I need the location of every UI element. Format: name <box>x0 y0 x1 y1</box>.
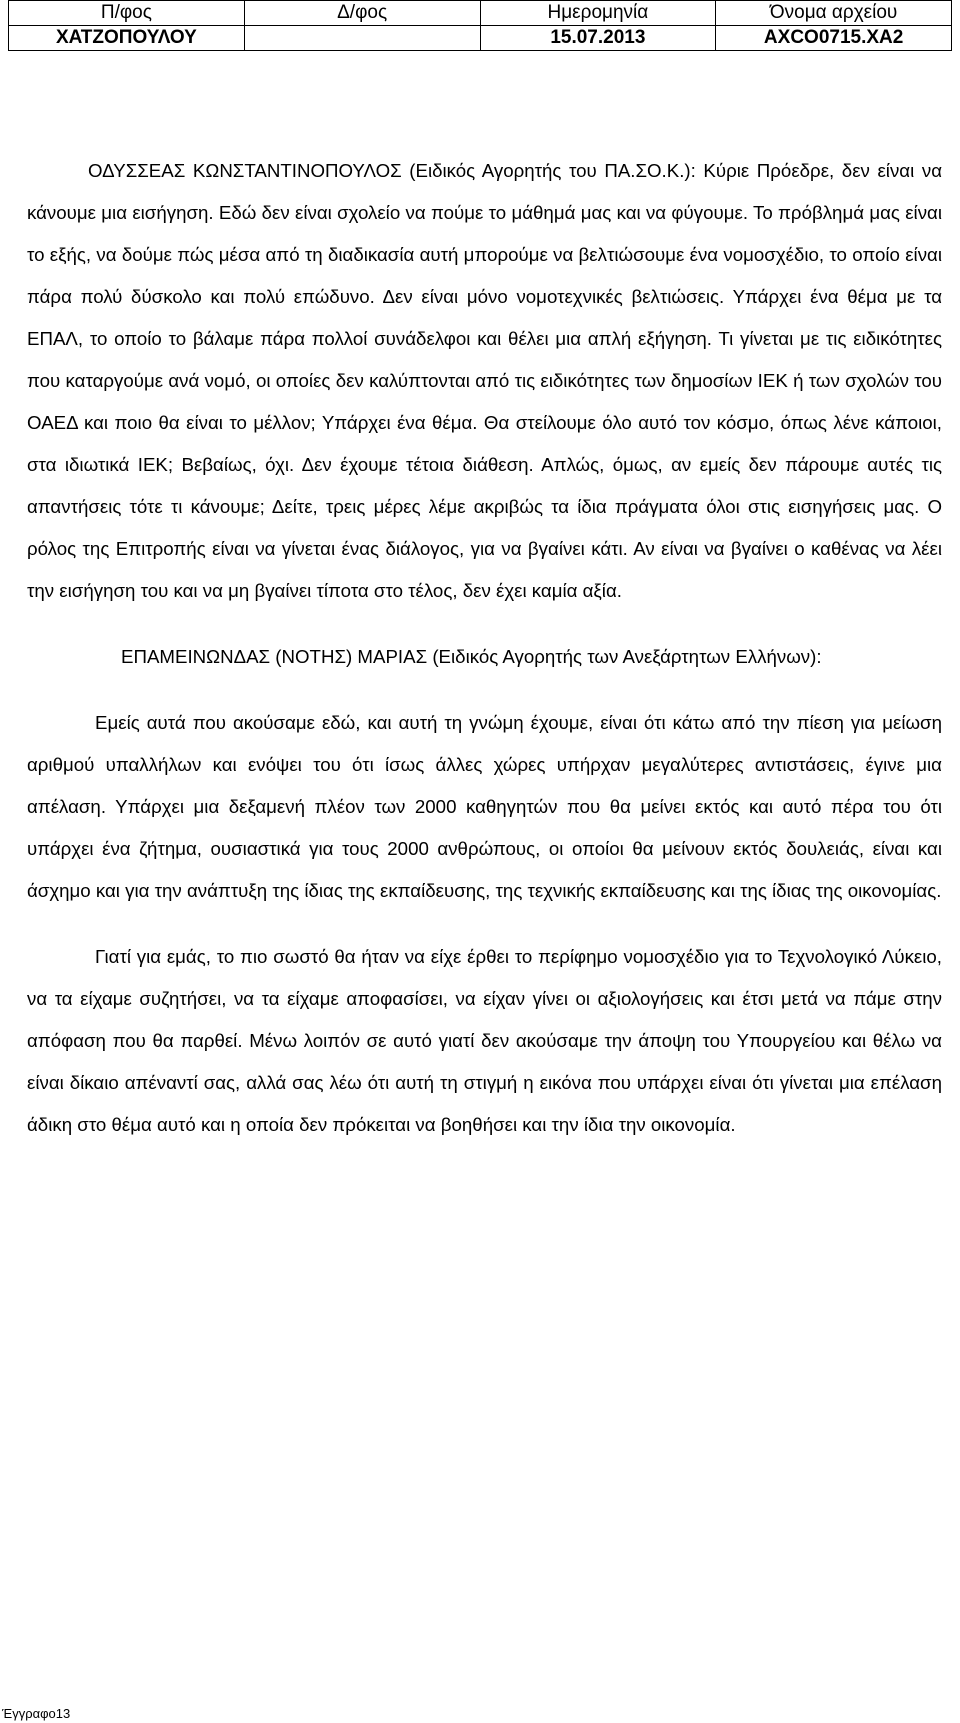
paragraph-konstantinopoulos: ΟΔΥΣΣΕΑΣ ΚΩΝΣΤΑΝΤΙΝΟΠΟΥΛΟΣ (Ειδικός Αγορητής του ΠΑ.ΣΟ.Κ.): Κύριε Πρόεδρε, δεν είναι να κάνουμε μια εισήγηση. Εδώ δεν είναι σχολείο να πούμε το μάθημά μας και να φύγουμε. Το πρόβλημά μας είναι το εξής, να δούμε πώς μέσα από τη διαδικασία αυτή μπορούμε να βελτιώσουμε ένα νομοσχέδιο, το οποίο είναι πάρα πολύ δύσκολο και πολύ επώδυνο. Δεν είναι μόνο νομοτεχνικές βελτιώσεις. Υπάρχει ένα θέμα με τα ΕΠΑΛ, το οποίο το βάλαμε πάρα πολλοί συνάδελφοι και θέλει μια απλή εξήγηση. Τι γίνεται με τις ειδικότητες που καταργούμε ανά νομό, οι οποίες δεν καλύπτονται από τις ειδικότητες των δημοσίων ΙΕΚ ή των σχολών του ΟΑΕΔ και ποιο θα είναι το μέλλον; Υπάρχει ένα θέμα. Θα στείλουμε όλο αυτό τον κόσμο, όπως λένε κάποιοι, στα ιδιωτικά ΙΕΚ; Βεβαίως, όχι. Δεν έχουμε τέτοια διάθεση. Απλώς, όμως, αν εμείς δεν πάρουμε αυτές τις απαντήσεις τότε τι κάνουμε; Δείτε, τρεις μέρες λέμε ακριβώς τα ίδια πράγματα όλοι στις εισηγήσεις μας. Ο ρόλος της Επιτροπής είναι να γίνεται ένας διάλογος, για να βγαίνει κάτι. Αν είναι να βγαίνει ο καθένας να λέει την εισήγηση του και να μη βγαίνει τίποτα στο τέλος, δεν έχει καμία αξία. <box>27 160 942 601</box>
paragraph-marias-1: Εμείς αυτά που ακούσαμε εδώ, και αυτή τη γνώμη έχουμε, είναι ότι κάτω από την πίεση για μείωση αριθμού υπαλλήλων και ενόψει του ότι ίσως άλλες χώρες υπήρχαν μεγαλύτερες αντιστάσεις, έγινε μια απέλαση. Υπάρχει μια δεξαμενή πλέον των 2000 καθηγητών που θα μείνει εκτός και αυτό πέρα του ότι υπάρχει ένα ζήτημα, ουσιαστικά για τους 2000 ανθρώπους, οι οποίοι θα μείνουν εκτός δουλειάς, είναι και άσχημο και για την ανάπτυξη της ίδιας της εκπαίδευσης, της τεχνικής εκπαίδευσης και της ίδιας της οικονομίας. <box>27 712 942 901</box>
header-value-date: 15.07.2013 <box>480 26 716 51</box>
speaker-heading-marias: ΕΠΑΜΕΙΝΩΝΔΑΣ (ΝΟΤΗΣ) ΜΑΡΙΑΣ (Ειδικός Αγορητής των Ανεξάρτητων Ελλήνων): <box>121 646 822 667</box>
header-label-date: Ημερομηνία <box>480 1 716 26</box>
paragraph-marias-2: Γιατί για εμάς, το πιο σωστό θα ήταν να είχε έρθει το περίφημο νομοσχέδιο για το Τεχνολογικό Λύκειο, να τα είχαμε συζητήσει, να τα είχαμε αποφασίσει, να είχαν γίνει οι αξιολογήσεις και έτσι μετά να πάμε στην απόφαση που θα παρθεί. Μένω λοιπόν σε αυτό γιατί δεν ακούσαμε την άποψη του Υπουργείου και θέλω να είναι δίκαιο απέναντί σας, αλλά σας λέω ότι αυτή τη στιγμή η εικόνα που υπάρχει είναι ότι γίνεται μια επέλαση άδικη στο θέμα αυτό και η οποία δεν πρόκειται να βοηθήσει και την ίδια την οικονομία. <box>27 946 942 1135</box>
footer-document-name: Έγγραφο13 <box>2 1706 71 1721</box>
header-value-proofreader <box>244 26 480 51</box>
header-label-typist: Π/φος <box>9 1 245 26</box>
header-value-typist: ΧΑΤΖΟΠΟΥΛΟΥ <box>9 26 245 51</box>
document-header-table <box>8 0 952 51</box>
transcript-body <box>27 150 942 1146</box>
header-label-filename: Όνομα αρχείου <box>716 1 952 26</box>
header-label-proofreader: Δ/φος <box>244 1 480 26</box>
header-value-filename: ΑΧCΟ0715.ΧΑ2 <box>716 26 952 51</box>
